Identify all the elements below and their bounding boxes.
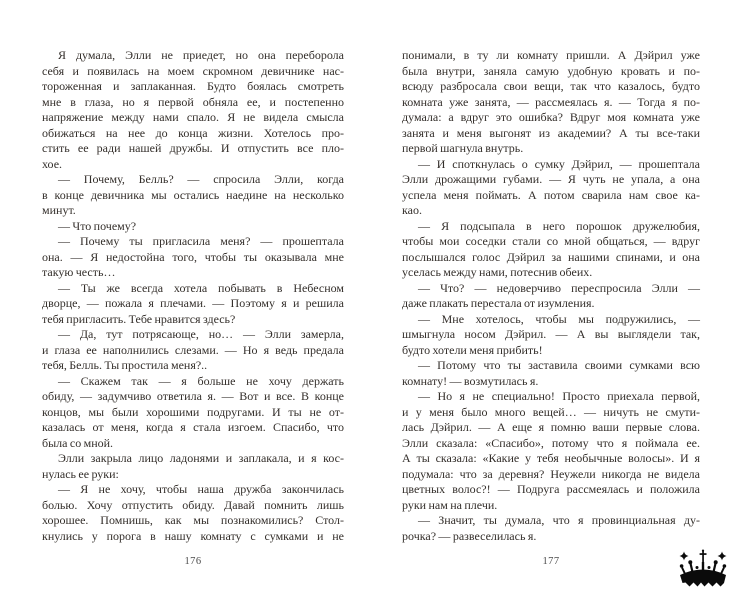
text-line: себя и появилась на моем скромном девичнике нас- xyxy=(42,63,344,78)
page-text-right xyxy=(402,48,700,544)
text-line: — Почему ты пригласила меня? — прошептала xyxy=(58,234,344,248)
text-line: минут. xyxy=(42,203,76,217)
text-line: первой шагнула внутрь. xyxy=(402,141,524,155)
text-line: комната уже занята, — рассмеялась я. — Тогда я по- xyxy=(402,94,700,109)
text-line: руки нам на плечи. xyxy=(402,497,498,512)
paragraph xyxy=(42,451,344,482)
page-text-left xyxy=(42,48,344,544)
text-line: Элли дрожащими губами. — Я чуть не упала, а она xyxy=(402,172,700,186)
text-line: — Но я не специально! Просто приехала первой, xyxy=(418,389,700,403)
paragraph xyxy=(402,389,700,513)
text-line: дворце, — пожала я плечами. — Поэтому я и решила xyxy=(42,296,344,310)
text-line: хое. xyxy=(42,156,63,171)
text-line: будто хотели меня прибить! xyxy=(402,342,543,357)
text-line: послышался голос Дэйрил за нашими спинами, и она xyxy=(402,249,700,264)
text-line: и у меня было много вещей… — ничуть не смути- xyxy=(402,404,700,419)
text-line: тороженная и заплаканная. Будто боялась смотреть xyxy=(42,79,344,93)
text-line: была внутри, заняла самую удобную кровать и по- xyxy=(402,63,700,78)
text-line: Элли сказала: «Спасибо», потому что я поймала ее. xyxy=(402,435,700,450)
text-line: мне в глаза, но я первой обняла ее, и постепенно xyxy=(42,94,344,109)
text-line: — И споткнулась о сумку Дэйрил, — прошептала xyxy=(418,156,700,171)
text-line: даже плакать перестала от изумления. xyxy=(402,296,595,310)
text-line: в конце девичника мы остались наедине на несколько xyxy=(42,187,344,202)
text-line: — Почему, Белль? — спросила Элли, когда xyxy=(58,172,344,186)
paragraph xyxy=(402,281,700,312)
text-line: была со мной. xyxy=(42,435,114,450)
text-line: тебя, Белль. Ты простила меня?.. xyxy=(42,358,208,372)
text-line: лась Дэйрил. — А еще я помню ваши первые слова. xyxy=(402,420,700,434)
text-line: нулась ее руки: xyxy=(42,466,119,481)
text-line: као. xyxy=(402,203,422,217)
text-line: и глаза ее наполнились слезами. — Но я ведь предала xyxy=(42,342,344,357)
paragraph xyxy=(42,48,344,172)
text-line: понимали, в ту ли комнату пришли. А Дэйрил уже xyxy=(402,48,700,62)
text-line: — Я подсыпала в него порошок дружелюбия, xyxy=(418,218,700,233)
book-page-left xyxy=(42,48,344,567)
text-line: чтобы мои соседки стали со мной общаться, — вдруг xyxy=(402,234,700,248)
paragraph xyxy=(42,234,344,281)
paragraph xyxy=(402,513,700,544)
text-line: — Ты же всегда хотела побывать в Небесном xyxy=(58,280,344,295)
text-line: — Скажем так — я больше не хочу держать xyxy=(58,373,344,388)
paragraph xyxy=(402,157,700,219)
crown-icon xyxy=(676,549,730,589)
text-line: шмыгнула носом Дэйрил. — А вы выглядели так, xyxy=(402,327,700,341)
paragraph xyxy=(402,48,700,157)
paragraph xyxy=(42,482,344,544)
text-line: Элли закрыла лицо ладонями и заплакала, и я кос- xyxy=(58,451,344,465)
page-number-right: 177 xyxy=(542,556,560,567)
paragraph xyxy=(42,281,344,328)
text-line: тебя пригласить. Тебе нравится здесь? xyxy=(42,311,236,326)
paragraph xyxy=(42,219,344,235)
text-line: она. — Я недостойна того, чтобы ты оказывала мне xyxy=(42,249,344,264)
text-line: стить ее ради нашей дружбы. И отпустить все пло- xyxy=(42,141,344,155)
text-line: подумала: что за деревня? Неужели никогда не видела xyxy=(402,466,700,481)
text-line: успела меня поймать. А потом сварила нам свое ка- xyxy=(402,187,700,202)
text-line: болью. Хочу отпустить обиду. Давай помнить лишь xyxy=(42,497,344,512)
text-line: концов, мы были хорошими подругами. И ты не от- xyxy=(42,404,344,419)
paragraph xyxy=(402,312,700,359)
text-line: комнату! — возмутилась я. xyxy=(402,373,539,388)
text-line: цветных волос?! — Подруга рассмеялась и положила xyxy=(402,482,700,496)
text-line: — Я не хочу, чтобы наша дружба закончилась xyxy=(58,482,344,496)
text-line: — Значит, ты думала, что я провинциальная ду- xyxy=(418,513,700,527)
text-line: всюду разбросала свои вещи, так что казалось, будто xyxy=(402,79,700,93)
text-line: занята и меня выгонят из академии? А ты все-таки xyxy=(402,125,700,140)
text-line: думала: а вдруг это ошибка? Вдруг моя комната уже xyxy=(402,110,700,124)
text-line: — Что? — недоверчиво переспросила Элли — xyxy=(418,280,700,295)
text-line: — Потому что ты заставила своими сумками всю xyxy=(418,358,700,372)
text-line: — Что почему? xyxy=(58,218,137,233)
text-line: Я думала, Элли не приедет, но она переборола xyxy=(58,48,344,62)
text-line: обижаться на нее до конца жизни. Хотелось про- xyxy=(42,125,344,140)
text-line: А ты сказала: «Какие у тебя необычные волосы». И я xyxy=(402,451,700,465)
text-line: обиду, — задумчиво ответила я. — Вот и все. В конце xyxy=(42,389,344,403)
text-line: такую честь… xyxy=(42,265,116,279)
paragraph xyxy=(42,172,344,219)
paragraph xyxy=(42,374,344,452)
paragraph xyxy=(42,327,344,374)
text-line: напряжение между нами спало. Я не видела смысла xyxy=(42,110,344,124)
text-line: — Мне хотелось, чтобы мы подружились, — xyxy=(418,311,700,326)
text-line: уселась между нами, потеснив обеих. xyxy=(402,265,593,279)
text-line: казалась от меня, когда я стала изгоем. Спасибо, что xyxy=(42,420,344,434)
text-line: рочка? — развеселилась я. xyxy=(402,528,537,543)
book-page-right xyxy=(402,48,700,567)
paragraph xyxy=(402,358,700,389)
page-number-left: 176 xyxy=(184,556,202,567)
text-line: хорошее. Помнишь, как мы познакомились? Стол- xyxy=(42,513,344,527)
text-line: — Да, тут потрясающе, но… — Элли замерла, xyxy=(58,327,344,341)
paragraph xyxy=(402,219,700,281)
text-line: кнулись у порога в нашу комнату с сумками и не xyxy=(42,528,344,543)
